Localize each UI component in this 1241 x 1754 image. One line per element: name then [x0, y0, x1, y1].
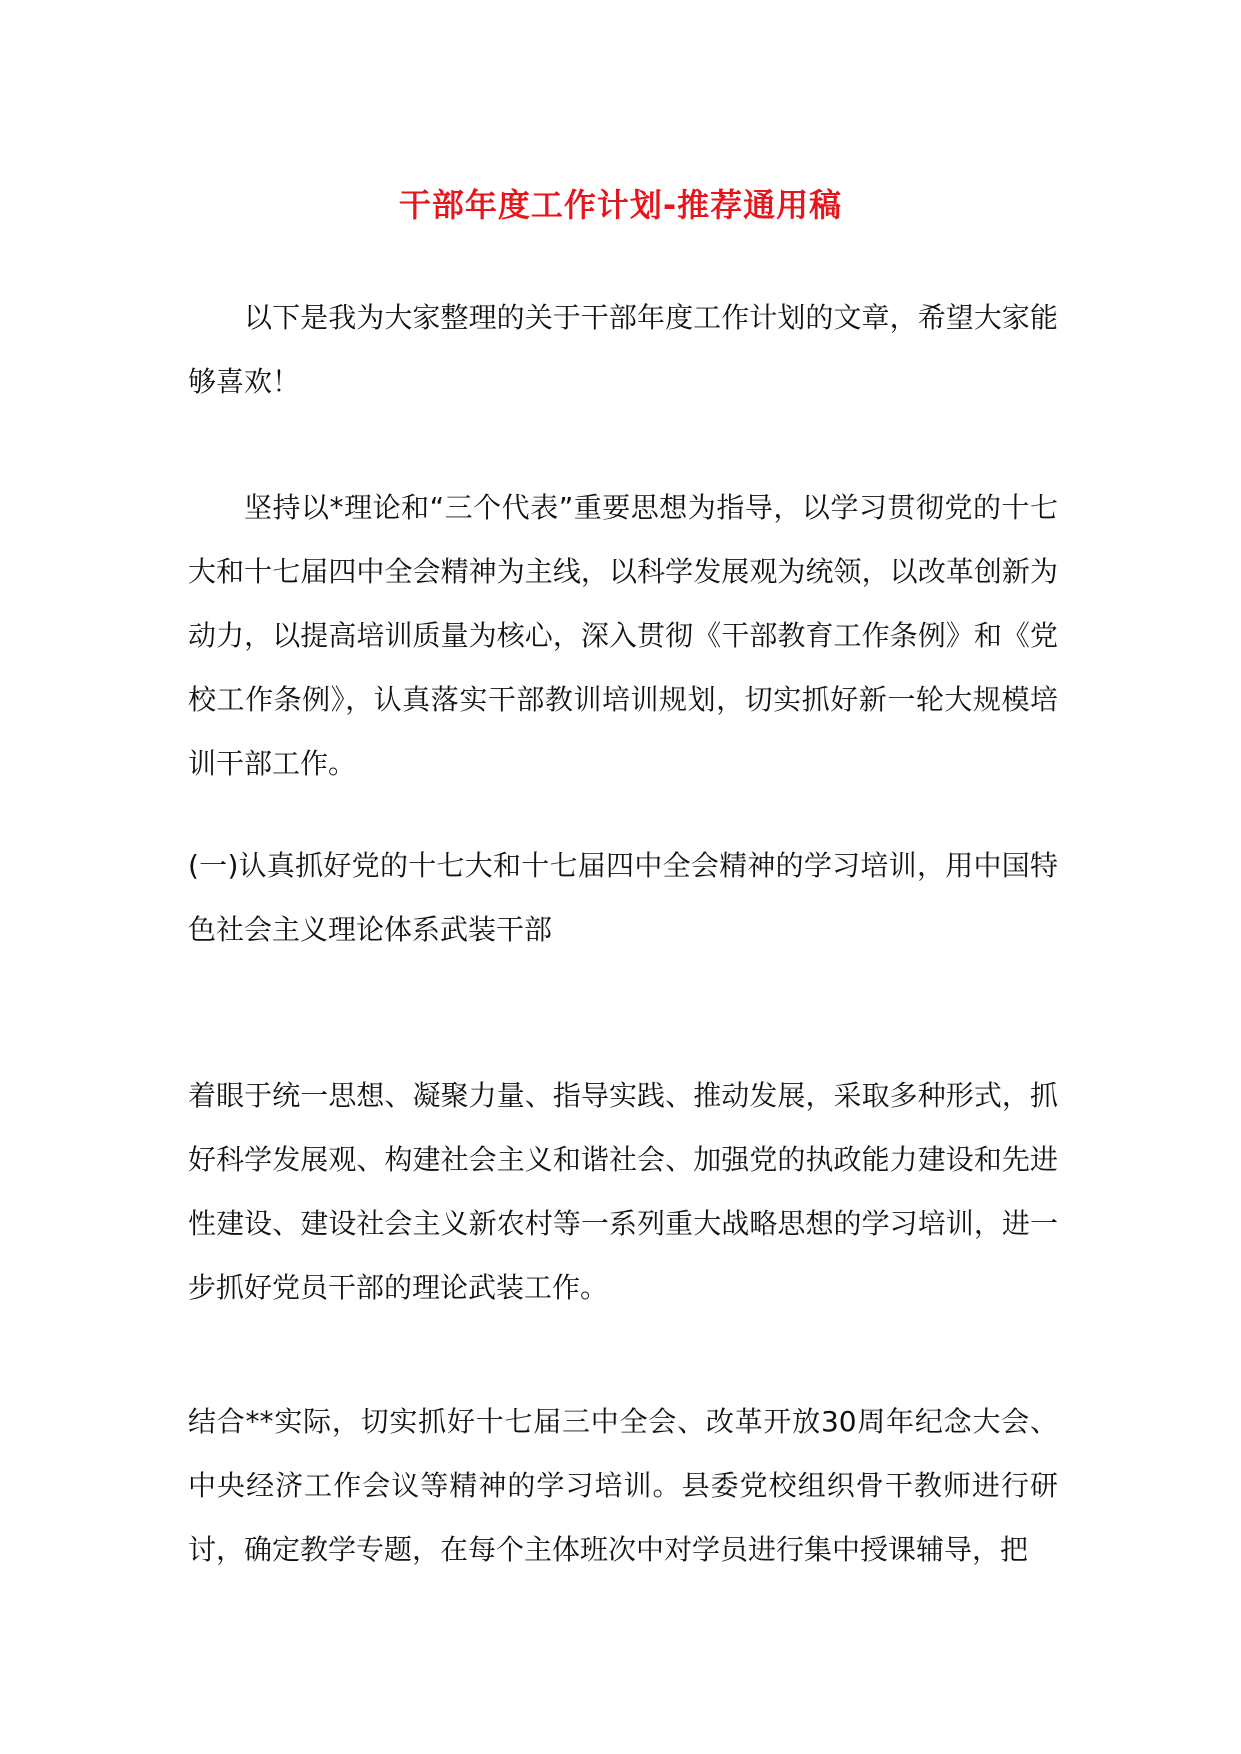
intro-paragraph: 以下是我为大家整理的关于干部年度工作计划的文章，希望大家能够喜欢！	[188, 301, 1058, 398]
body-paragraph: 结合**实际，切实抓好十七届三中全会、改革开放30周年纪念大会、中央经济工作会议等精神的学习培训。县委党校组织骨干教师进行研讨，确定教学专题，在每个主体班次中对学员进行集中授课辅导，把	[188, 1405, 1058, 1566]
body-paragraph: 着眼于统一思想、凝聚力量、指导实践、推动发展，采取多种形式，抓好科学发展观、构建社会主义和谐社会、加强党的执政能力建设和先进性建设、建设社会主义新农村等一系列重大战略思想的学习培训，进一步抓好党员干部的理论武装工作。	[188, 1079, 1058, 1304]
document-title: 干部年度工作计划-推荐通用稿	[398, 186, 843, 225]
section-heading-1: (一)认真抓好党的十七大和十七届四中全会精神的学习培训，用中国特色社会主义理论体系武装干部	[188, 849, 1058, 946]
guiding-principle-paragraph: 坚持以*理论和“三个代表”重要思想为指导，以学习贯彻党的十七大和十七届四中全会精神为主线，以科学发展观为统领，以改革创新为动力，以提高培训质量为核心，深入贯彻《干部教育工作条例》和《党校工作条例》，认真落实干部教训培训规划，切实抓好新一轮大规模培训干部工作。	[188, 491, 1058, 780]
